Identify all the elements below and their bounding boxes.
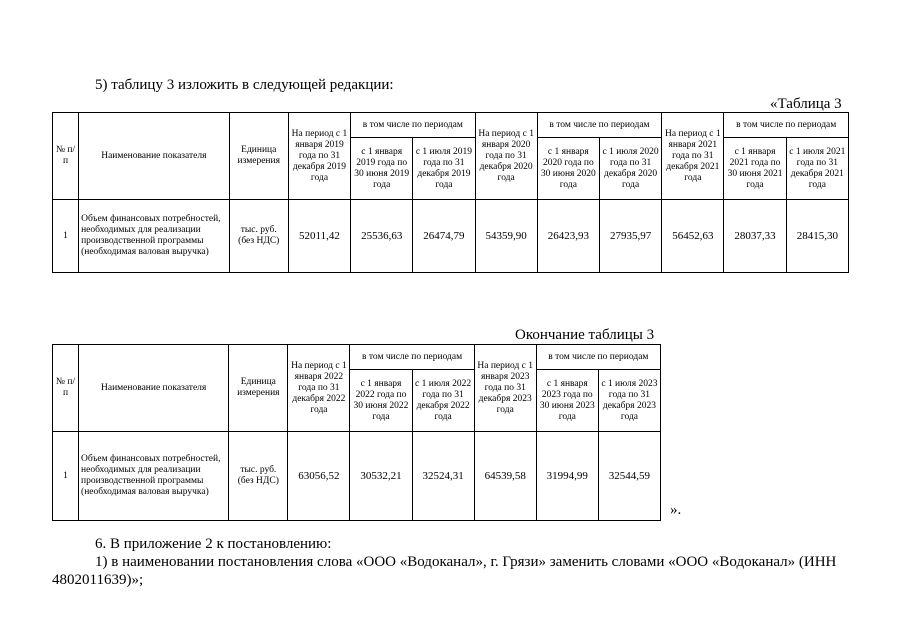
header-period-total: На период с 1 января 2019 года по 31 декабря 2019 года	[288, 113, 350, 200]
header-name: Наименование показателя	[79, 345, 229, 432]
table-continuation-title: Окончание таблицы 3	[515, 327, 655, 343]
header-incl: в том числе по периодам	[350, 345, 474, 370]
table-row	[53, 200, 849, 273]
value-cell: 32524,31	[412, 432, 474, 521]
table-title: «Таблица 3	[770, 96, 842, 112]
row-unit: тыс. руб. (без НДС)	[229, 432, 288, 521]
header-period-total: На период с 1 января 2020 года по 31 декабря 2020 года	[475, 113, 537, 200]
header-period-total: На период с 1 января 2023 года по 31 декабря 2023 года	[474, 345, 536, 432]
header-half-2: с 1 июля 2023 года по 31 декабря 2023 года	[598, 370, 660, 432]
row-name: Объем финансовых потребностей, необходимых для реализации производственной программы (необходимая валовая выручка)	[79, 432, 229, 521]
value-cell: 27935,97	[599, 200, 661, 273]
header-half-2: с 1 июля 2020 года по 31 декабря 2020 года	[599, 138, 661, 200]
table-3-part-1	[52, 112, 849, 273]
row-num: 1	[53, 432, 79, 521]
header-name: Наименование показателя	[79, 113, 230, 200]
header-num: № п/п	[53, 345, 79, 432]
header-incl: в том числе по периодам	[537, 113, 661, 138]
value-cell: 28037,33	[724, 200, 786, 273]
header-num: № п/п	[53, 113, 79, 200]
value-cell: 25536,63	[351, 200, 413, 273]
header-half-2: с 1 июля 2021 года по 31 декабря 2021 года	[786, 138, 848, 200]
value-cell: 56452,63	[662, 200, 724, 273]
header-incl: в том числе по периодам	[536, 345, 660, 370]
value-cell: 63056,52	[288, 432, 350, 521]
header-period-total: На период с 1 января 2022 года по 31 декабря 2022 года	[288, 345, 350, 432]
item-6-1-line-2: 4802011639)»;	[52, 572, 144, 588]
closing-quote-mark: ».	[670, 502, 682, 518]
header-half-2: с 1 июля 2022 года по 31 декабря 2022 года	[412, 370, 474, 432]
header-unit: Единица измерения	[229, 113, 288, 200]
header-half-1: с 1 января 2022 года по 30 июня 2022 года	[350, 370, 412, 432]
header-half-1: с 1 января 2021 года по 30 июня 2021 года	[724, 138, 786, 200]
table-3-part-2	[52, 344, 661, 521]
value-cell: 52011,42	[288, 200, 350, 273]
header-half-2: с 1 июля 2019 года по 31 декабря 2019 года	[413, 138, 475, 200]
header-incl: в том числе по периодам	[351, 113, 475, 138]
header-period-total: На период с 1 января 2021 года по 31 декабря 2021 года	[662, 113, 724, 200]
value-cell: 26474,79	[413, 200, 475, 273]
header-half-1: с 1 января 2023 года по 30 июня 2023 года	[536, 370, 598, 432]
value-cell: 32544,59	[598, 432, 660, 521]
item-6-heading: 6. В приложение 2 к постановлению:	[95, 536, 332, 552]
item-6-1-line-1: 1) в наименовании постановления слова «ООО «Водоканал», г. Грязи» заменить словами «ООО «Водоканал» (ИНН	[95, 554, 837, 570]
intro-text: 5) таблицу 3 изложить в следующей редакции:	[95, 77, 394, 93]
header-incl: в том числе по периодам	[724, 113, 849, 138]
value-cell: 31994,99	[536, 432, 598, 521]
value-cell: 30532,21	[350, 432, 412, 521]
header-half-1: с 1 января 2020 года по 30 июня 2020 года	[537, 138, 599, 200]
value-cell: 26423,93	[537, 200, 599, 273]
value-cell: 54359,90	[475, 200, 537, 273]
value-cell: 64539,58	[474, 432, 536, 521]
header-unit: Единица измерения	[229, 345, 288, 432]
row-name: Объем финансовых потребностей, необходимых для реализации производственной программы (необходимая валовая выручка)	[79, 200, 230, 273]
row-unit: тыс. руб. (без НДС)	[229, 200, 288, 273]
value-cell: 28415,30	[786, 200, 848, 273]
table-row	[53, 432, 661, 521]
header-half-1: с 1 января 2019 года по 30 июня 2019 года	[351, 138, 413, 200]
row-num: 1	[53, 200, 79, 273]
